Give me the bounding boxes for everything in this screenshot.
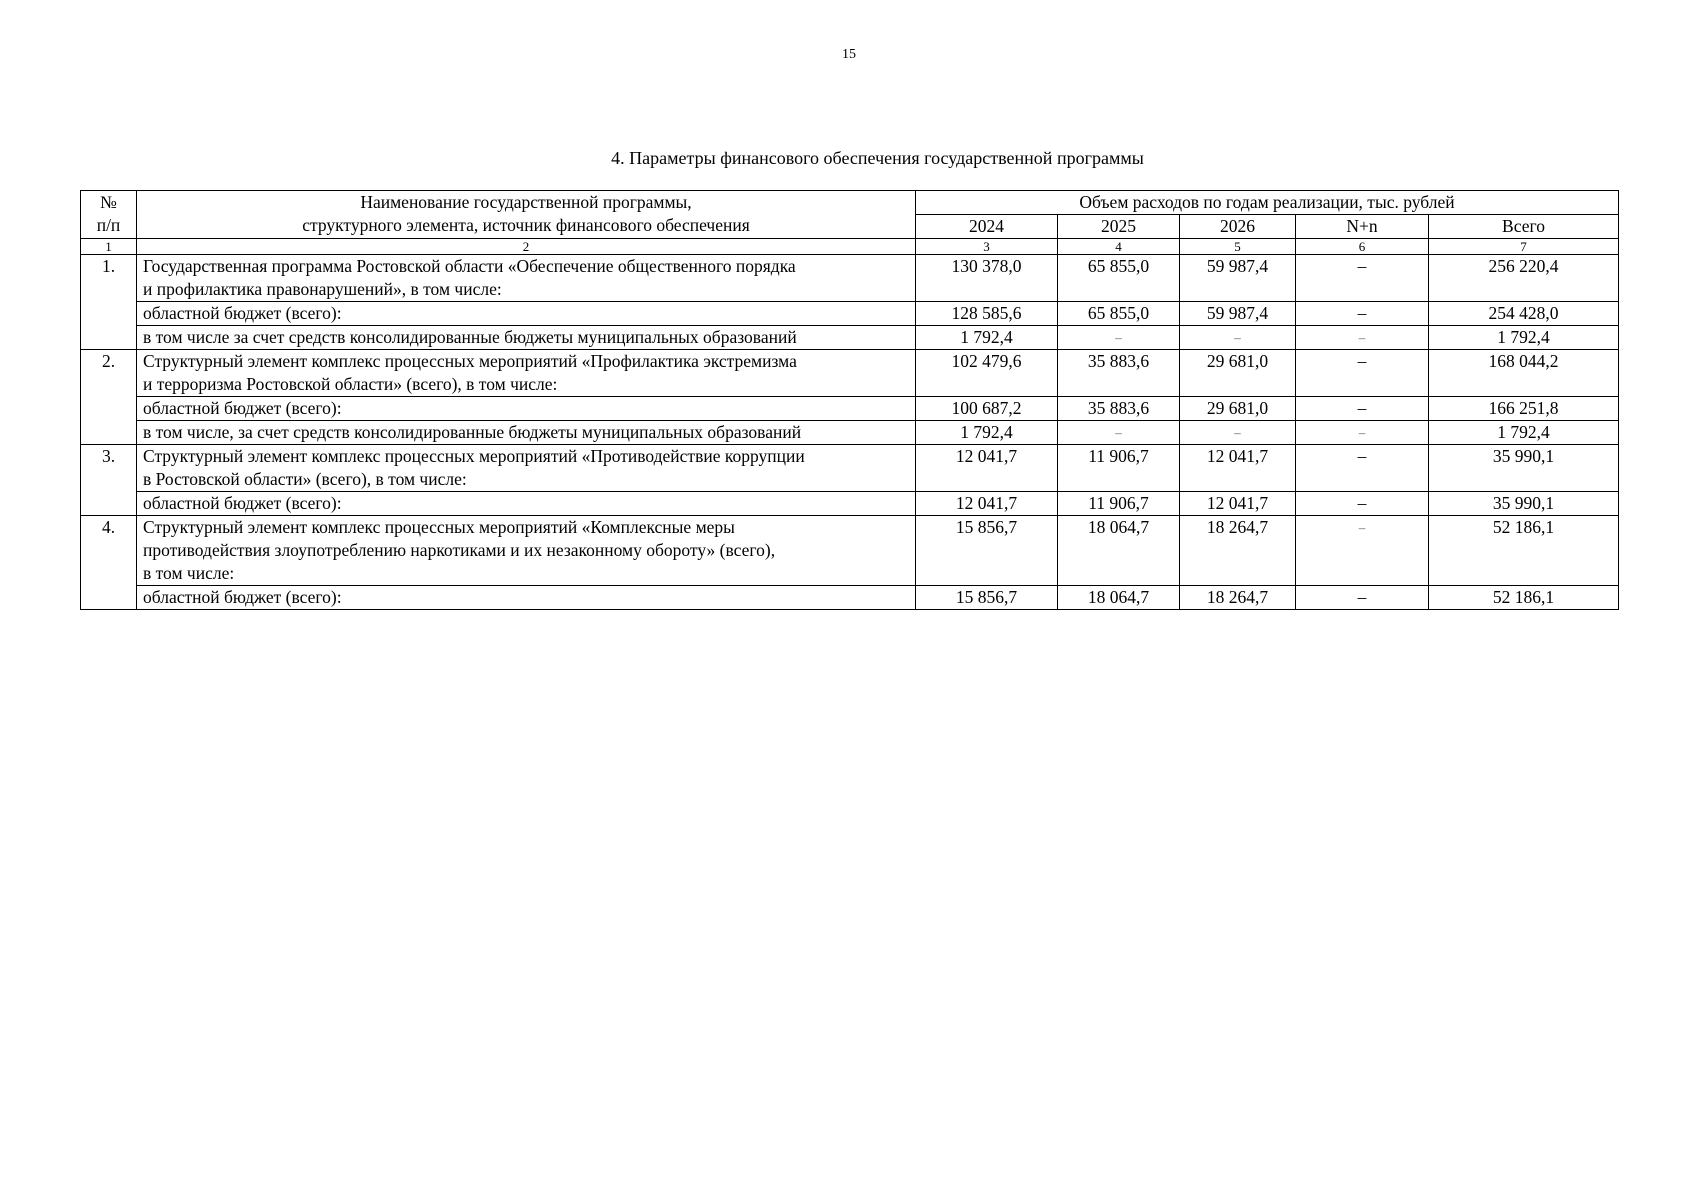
value-2026: 12 041,7 [1180,445,1296,492]
value-2026: 29 681,0 [1180,350,1296,397]
value-total: 35 990,1 [1429,492,1619,516]
column-index: 6 [1296,239,1429,255]
column-index: 3 [916,239,1058,255]
table-row [81,326,1619,350]
row-name [137,255,916,302]
column-index: 2 [137,239,916,255]
value-2024: 128 585,6 [916,302,1058,326]
header-name-line2: структурного элемента, источник финансового обеспечения [302,215,750,235]
value-total: 52 186,1 [1429,586,1619,610]
value-2026: 18 264,7 [1180,586,1296,610]
header-row-1 [81,191,1619,215]
value-2024: 1 792,4 [916,326,1058,350]
value-2024: 100 687,2 [916,397,1058,421]
header-number-line2: п/п [96,215,121,235]
value-2025: 65 855,0 [1058,255,1180,302]
header-name-cell [137,191,916,239]
row-name-line: Структурный элемент комплекс процессных мероприятий «Противодействие коррупции [143,446,805,466]
value-2025: – [1058,326,1180,350]
value-2026: – [1180,421,1296,445]
value-n-plus-n: – [1296,255,1429,302]
value-n-plus-n: – [1296,421,1429,445]
row-name: областной бюджет (всего): [137,586,916,610]
value-total: 1 792,4 [1429,326,1619,350]
value-total: 35 990,1 [1429,445,1619,492]
table-row [81,492,1619,516]
value-total: 1 792,4 [1429,421,1619,445]
row-number: 3. [81,445,137,516]
column-index: 1 [81,239,137,255]
value-2026: 59 987,4 [1180,302,1296,326]
header-name-line1: Наименование государственной программы, [360,192,692,212]
value-2025: 11 906,7 [1058,445,1180,492]
value-2026: 12 041,7 [1180,492,1296,516]
header-year-2024: 2024 [916,215,1058,239]
row-number: 4. [81,516,137,610]
row-name-line: Структурный элемент комплекс процессных мероприятий «Профилактика экстремизма [143,351,797,371]
financing-table [80,190,1619,610]
row-name-line: и терроризма Ростовской области» (всего), в том числе: [143,374,558,394]
value-n-plus-n: – [1296,302,1429,326]
row-name [137,350,916,397]
value-2026: 18 264,7 [1180,516,1296,586]
value-n-plus-n: – [1296,445,1429,492]
value-2025: 18 064,7 [1058,586,1180,610]
value-n-plus-n: – [1296,586,1429,610]
value-2024: 15 856,7 [916,516,1058,586]
row-name: областной бюджет (всего): [137,492,916,516]
table-row [81,586,1619,610]
value-total: 256 220,4 [1429,255,1619,302]
column-index: 5 [1180,239,1296,255]
header-year-2026: 2026 [1180,215,1296,239]
table-row [81,445,1619,492]
row-name-line: и профилактика правонарушений», в том числе: [143,279,502,299]
value-n-plus-n: – [1296,397,1429,421]
value-2024: 12 041,7 [916,492,1058,516]
header-number-cell [81,191,137,239]
value-2026: 59 987,4 [1180,255,1296,302]
value-2024: 130 378,0 [916,255,1058,302]
row-name: областной бюджет (всего): [137,302,916,326]
value-2024: 12 041,7 [916,445,1058,492]
value-n-plus-n: – [1296,492,1429,516]
value-2024: 1 792,4 [916,421,1058,445]
value-total: 166 251,8 [1429,397,1619,421]
column-index: 7 [1429,239,1619,255]
value-total: 254 428,0 [1429,302,1619,326]
row-name-line: Структурный элемент комплекс процессных мероприятий «Комплексные меры [143,517,735,537]
table-row [81,350,1619,397]
value-n-plus-n: – [1296,326,1429,350]
value-2026: 29 681,0 [1180,397,1296,421]
value-2025: 65 855,0 [1058,302,1180,326]
row-number: 2. [81,350,137,445]
value-2024: 102 479,6 [916,350,1058,397]
row-name [137,516,916,586]
value-2025: 18 064,7 [1058,516,1180,586]
header-year-n-plus-n: N+n [1296,215,1429,239]
row-name: в том числе, за счет средств консолидированные бюджеты муниципальных образований [137,421,916,445]
row-name-line: противодействия злоупотреблению наркотиками и их незаконному обороту» (всего), [143,540,776,560]
column-index-row [81,239,1619,255]
row-number: 1. [81,255,137,350]
header-number-line1: № [100,192,117,212]
value-2026: – [1180,326,1296,350]
header-total: Всего [1429,215,1619,239]
value-n-plus-n: – [1296,350,1429,397]
value-2025: 11 906,7 [1058,492,1180,516]
value-2025: – [1058,421,1180,445]
row-name: областной бюджет (всего): [137,397,916,421]
value-2024: 15 856,7 [916,586,1058,610]
table-row [81,421,1619,445]
section-title: 4. Параметры финансового обеспечения государственной программы [611,148,1144,168]
table-row [81,255,1619,302]
row-name-line: Государственная программа Ростовской области «Обеспечение общественного порядка [143,256,796,276]
value-2025: 35 883,6 [1058,350,1180,397]
header-volume: Объем расходов по годам реализации, тыс. рублей [916,191,1619,215]
row-name: в том числе за счет средств консолидированные бюджеты муниципальных образований [137,326,916,350]
row-name [137,445,916,492]
value-total: 168 044,2 [1429,350,1619,397]
value-total: 52 186,1 [1429,516,1619,586]
table-row [81,397,1619,421]
table-row [81,516,1619,586]
value-n-plus-n: – [1296,516,1429,586]
column-index: 4 [1058,239,1180,255]
value-2025: 35 883,6 [1058,397,1180,421]
table-row [81,302,1619,326]
header-year-2025: 2025 [1058,215,1180,239]
page-number: 15 [842,47,856,62]
row-name-line: в Ростовской области» (всего), в том числе: [143,469,467,489]
row-name-line: в том числе: [143,563,235,583]
